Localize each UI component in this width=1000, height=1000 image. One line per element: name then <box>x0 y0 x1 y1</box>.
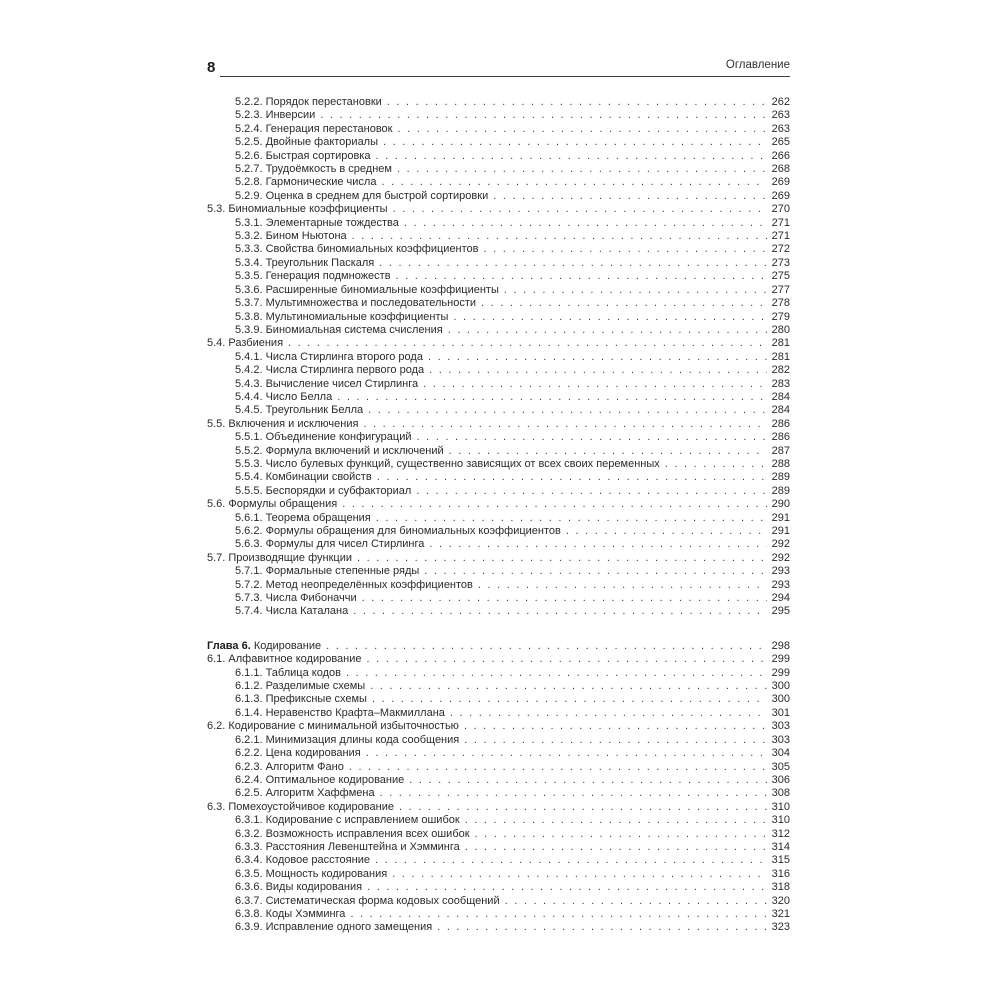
toc-entry-page: 280 <box>771 323 790 336</box>
toc-entry <box>207 801 790 814</box>
toc-entry-page: 292 <box>771 551 790 564</box>
toc-entry-label: 6.3. Помехоустойчивое кодирование <box>207 800 394 813</box>
toc-entry-label: 6.3.8. Коды Хэмминга <box>235 907 346 920</box>
dot-leader <box>326 640 767 653</box>
toc-entry <box>207 895 790 908</box>
toc-entry-page: 310 <box>771 814 790 827</box>
dot-leader <box>428 351 767 364</box>
dot-leader <box>367 881 767 894</box>
dot-leader <box>367 653 767 666</box>
toc-entry <box>207 828 790 841</box>
toc-entry-label: 5.5.1. Объединение конфигураций <box>235 431 412 444</box>
toc-entry <box>207 512 790 525</box>
toc-entry-label: 5.5.2. Формула включений и исключений <box>235 444 444 457</box>
toc-entry-label: 5.4. Разбиения <box>207 337 284 350</box>
toc-entry-page: 284 <box>771 390 790 403</box>
toc-entry-label: 5.4.1. Числа Стирлинга второго рода <box>235 350 423 363</box>
toc-entry-label: 6.2. Кодирование с минимальной избыточностью <box>207 720 459 733</box>
toc-entry-label: 5.3.5. Генерация подмножеств <box>235 270 391 283</box>
toc-entry <box>207 565 790 578</box>
toc-entry-page: 268 <box>771 163 790 176</box>
dot-leader <box>417 431 767 444</box>
dot-leader <box>429 538 767 551</box>
toc-entry <box>207 150 790 163</box>
toc-entry <box>207 123 790 136</box>
toc-entry <box>207 605 790 618</box>
dot-leader <box>478 579 767 592</box>
toc-entry <box>207 364 790 377</box>
toc-entry-label: 6.1.1. Таблица кодов <box>235 666 341 679</box>
toc-entry-page: 263 <box>771 109 790 122</box>
dot-leader <box>379 257 767 270</box>
dot-leader <box>353 605 767 618</box>
toc-entry <box>207 761 790 774</box>
toc-entry-label: 6.2.2. Цена кодирования <box>235 747 361 760</box>
toc-entry-label: 6.3.9. Исправление одного замещения <box>235 921 433 934</box>
toc-entry-label: 5.6.1. Теорема обращения <box>235 511 371 524</box>
dot-leader <box>464 720 767 733</box>
toc-entry-label: Глава 6. Кодирование <box>207 639 322 652</box>
toc-entry-label: 5.3.8. Мультиномиальные коэффициенты <box>235 310 449 323</box>
dot-leader <box>377 471 767 484</box>
toc-entry <box>207 217 790 230</box>
toc-entry-page: 293 <box>771 578 790 591</box>
toc-entry <box>207 351 790 364</box>
toc-entry-label: 5.2.7. Трудоёмкость в среднем <box>235 163 392 176</box>
toc-entry <box>207 734 790 747</box>
toc-entry-label: 5.5. Включения и исключения <box>207 417 359 430</box>
toc-entry-label: 6.2.3. Алгоритм Фано <box>235 760 344 773</box>
dot-leader <box>437 921 767 934</box>
toc-entry <box>207 693 790 706</box>
folio-page-number: 8 <box>207 59 216 76</box>
toc-entry-page: 283 <box>771 377 790 390</box>
toc-entry-label: 5.3.4. Треугольник Паскаля <box>235 256 375 269</box>
toc-entry-label: 5.5.3. Число булевых функций, существенно зависящих от всех своих переменных <box>235 457 660 470</box>
header-rule-divider <box>220 76 790 77</box>
toc-entry-page: 306 <box>771 773 790 786</box>
toc-entry <box>207 136 790 149</box>
toc-entry <box>207 552 790 565</box>
toc-entry-label: 5.2.2. Порядок перестановки <box>235 96 382 108</box>
toc-entry <box>207 391 790 404</box>
toc-chapter-prefix: Глава 6. <box>207 639 254 652</box>
dot-leader <box>363 418 767 431</box>
page-header <box>207 52 790 77</box>
toc-entry-page: 265 <box>771 136 790 149</box>
toc-entry-page: 269 <box>771 176 790 189</box>
toc-entry-label: 5.4.3. Вычисление чисел Стирлинга <box>235 377 419 390</box>
running-title: Оглавление <box>725 59 790 71</box>
toc-entry-label: 6.1.2. Разделимые схемы <box>235 680 366 693</box>
toc-entry-label: 6.3.5. Мощность кодирования <box>235 867 388 880</box>
toc-entry-page: 279 <box>771 310 790 323</box>
toc-entry <box>207 431 790 444</box>
toc-entry-page: 299 <box>771 653 790 666</box>
dot-leader <box>484 243 767 256</box>
toc-entry <box>207 311 790 324</box>
toc-entry <box>207 297 790 310</box>
dot-leader <box>465 841 767 854</box>
toc-entry-label: 5.2.9. Оценка в среднем для быстрой сортировки <box>235 189 489 202</box>
dot-leader <box>349 761 767 774</box>
toc-entry-label: 5.3.7. Мультимножества и последовательности <box>235 297 477 310</box>
dot-leader <box>429 364 767 377</box>
toc-entry <box>207 404 790 417</box>
dot-leader <box>380 787 767 800</box>
dot-leader <box>346 667 767 680</box>
toc-entry-page: 290 <box>771 498 790 511</box>
toc-entry-page: 304 <box>771 747 790 760</box>
dot-leader <box>450 707 767 720</box>
toc-entry-label: 5.7.1. Формальные степенные ряды <box>235 565 420 578</box>
toc-entry <box>207 814 790 827</box>
toc-entry-page: 318 <box>771 881 790 894</box>
dot-leader <box>398 123 768 136</box>
toc-entry-page: 278 <box>771 297 790 310</box>
dot-leader <box>375 854 767 867</box>
toc-entry-label: 5.2.6. Быстрая сортировка <box>235 149 371 162</box>
dot-leader <box>475 828 767 841</box>
dot-leader <box>404 217 767 230</box>
toc-entry-page: 301 <box>771 706 790 719</box>
dot-leader <box>504 284 767 297</box>
toc-entry-label: 6.1. Алфавитное кодирование <box>207 653 362 666</box>
toc-entry-page: 287 <box>771 444 790 457</box>
toc-entry-label: 5.6.2. Формулы обращения для биномиальных коэффициентов <box>235 525 561 537</box>
dot-leader <box>481 297 767 310</box>
dot-leader <box>357 552 767 565</box>
toc-entry <box>207 525 790 538</box>
toc-entry-label: 6.1.4. Неравенство Крафта–Макмиллана <box>235 706 445 719</box>
toc-entry-label: 5.7.4. Числа Каталана <box>235 605 349 618</box>
dot-leader <box>665 458 767 471</box>
toc-entry <box>207 667 790 680</box>
dot-leader <box>288 337 767 350</box>
dot-leader <box>566 525 767 538</box>
toc-entry-page: 316 <box>771 867 790 880</box>
toc-entry <box>207 579 790 592</box>
toc-entry <box>207 485 790 498</box>
toc-entry-label: 6.3.2. Возможность исправления всех ошибок <box>235 827 470 840</box>
toc-list <box>207 96 790 935</box>
toc-entry-page: 299 <box>771 666 790 679</box>
dot-leader <box>493 190 767 203</box>
toc-entry-page: 291 <box>771 525 790 537</box>
toc-entry-page: 286 <box>771 417 790 430</box>
toc-entry <box>207 458 790 471</box>
toc-entry <box>207 324 790 337</box>
toc-entry-page: 281 <box>771 337 790 350</box>
toc-entry-label: 5.7.2. Метод неопределённых коэффициентов <box>235 578 473 591</box>
toc-entry-label: 6.3.4. Кодовое расстояние <box>235 854 370 867</box>
toc-entry-page: 305 <box>771 760 790 773</box>
dot-leader <box>453 311 767 324</box>
toc-entry <box>207 841 790 854</box>
dot-leader <box>383 136 767 149</box>
dot-leader <box>372 693 767 706</box>
toc-entry-page: 298 <box>771 639 790 652</box>
dot-leader <box>393 203 767 216</box>
toc-entry <box>207 881 790 894</box>
dot-leader <box>350 908 767 921</box>
toc-entry-page: 288 <box>771 457 790 470</box>
toc-entry-page: 281 <box>771 350 790 363</box>
dot-leader <box>416 485 767 498</box>
toc-entry-page: 320 <box>771 894 790 907</box>
toc-entry-label: 5.3.2. Бином Ньютона <box>235 230 347 243</box>
toc-entry-label: 5.7.3. Числа Фибоначчи <box>235 592 357 605</box>
toc-entry-label: 6.1.3. Префиксные схемы <box>235 693 367 706</box>
dot-leader <box>399 801 767 814</box>
toc-entry-page: 275 <box>771 270 790 283</box>
toc-entry-label: 5.7. Производящие функции <box>207 551 352 564</box>
dot-leader <box>505 895 767 908</box>
toc-entry <box>207 680 790 693</box>
toc-entry-page: 270 <box>771 203 790 216</box>
toc-entry-page: 308 <box>771 787 790 800</box>
dot-leader <box>423 378 767 391</box>
dot-leader <box>397 163 767 176</box>
toc-entry <box>207 640 790 653</box>
toc-entry-page: 293 <box>771 565 790 578</box>
toc-entry <box>207 243 790 256</box>
dot-leader <box>370 680 767 693</box>
toc-entry-label: 5.4.2. Числа Стирлинга первого рода <box>235 364 425 377</box>
toc-entry-label: 5.3.9. Биномиальная система счисления <box>235 323 443 336</box>
dot-leader <box>449 445 767 458</box>
toc-entry-label: 5.5.4. Комбинации свойств <box>235 471 372 484</box>
toc-entry <box>207 908 790 921</box>
dot-leader <box>376 512 767 525</box>
toc-entry <box>207 471 790 484</box>
toc-entry <box>207 498 790 511</box>
toc-entry-label: 5.5.5. Беспорядки и субфакториал <box>235 484 412 497</box>
toc-entry-label: 6.3.3. Расстояния Левенштейна и Хэмминга <box>235 840 460 853</box>
toc-entry-page: 272 <box>771 243 790 256</box>
dot-leader <box>424 565 767 578</box>
dot-leader <box>396 270 767 283</box>
toc-entry-page: 303 <box>771 720 790 733</box>
dot-leader <box>381 176 767 189</box>
dot-leader <box>352 230 767 243</box>
toc-entry-label: 5.2.3. Инверсии <box>235 109 316 122</box>
toc-entry <box>207 190 790 203</box>
toc-entry <box>207 720 790 733</box>
toc-entry <box>207 868 790 881</box>
dot-leader <box>464 734 767 747</box>
toc-entry-page: 289 <box>771 471 790 484</box>
toc-entry-page: 314 <box>771 840 790 853</box>
dot-leader <box>392 868 767 881</box>
toc-entry <box>207 707 790 720</box>
toc-entry <box>207 653 790 666</box>
toc-entry-label: 5.2.5. Двойные факториалы <box>235 136 379 149</box>
toc-entry-label: 6.3.6. Виды кодирования <box>235 881 363 894</box>
toc-entry-page: 266 <box>771 149 790 162</box>
toc-entry-label: 6.2.4. Оптимальное кодирование <box>235 773 405 786</box>
toc-entry-page: 273 <box>771 256 790 269</box>
toc-entry <box>207 163 790 176</box>
toc-entry-page: 321 <box>771 907 790 920</box>
toc-entry <box>207 747 790 760</box>
toc-entry-page: 277 <box>771 283 790 296</box>
toc-entry-page: 312 <box>771 827 790 840</box>
toc-entry <box>207 592 790 605</box>
toc-entry-page: 262 <box>771 96 790 108</box>
toc-entry <box>207 774 790 787</box>
toc-entry-page: 289 <box>771 484 790 497</box>
toc-entry-page: 300 <box>771 680 790 693</box>
toc-entry-page: 315 <box>771 854 790 867</box>
toc-entry <box>207 378 790 391</box>
toc-entry-page: 300 <box>771 693 790 706</box>
toc-entry <box>207 203 790 216</box>
dot-leader <box>376 150 767 163</box>
toc-entry-page: 284 <box>771 404 790 417</box>
toc-entry-label: 5.6. Формулы обращения <box>207 498 338 511</box>
toc-entry-label: 6.3.7. Систематическая форма кодовых сообщений <box>235 894 500 907</box>
toc-entry-page: 269 <box>771 189 790 202</box>
toc-entry-label: 5.2.8. Гармонические числа <box>235 176 377 189</box>
dot-leader <box>366 747 767 760</box>
toc-entry-label: 5.3.6. Расширенные биномиальные коэффициенты <box>235 283 499 296</box>
toc-entry <box>207 921 790 934</box>
dot-leader <box>342 498 767 511</box>
toc-entry <box>207 270 790 283</box>
toc-entry-label: 6.2.5. Алгоритм Хаффмена <box>235 787 375 800</box>
toc-entry-page: 323 <box>771 921 790 934</box>
toc-entry-page: 303 <box>771 733 790 746</box>
toc-entry <box>207 854 790 867</box>
toc-entry <box>207 787 790 800</box>
toc-entry <box>207 445 790 458</box>
toc-entry-label: 5.4.5. Треугольник Белла <box>235 404 364 417</box>
dot-leader <box>387 96 767 109</box>
toc-entry <box>207 96 790 109</box>
toc-entry-label: 5.2.4. Генерация перестановок <box>235 122 393 135</box>
dot-leader <box>465 814 767 827</box>
toc-entry-page: 294 <box>771 592 790 605</box>
toc-entry-page: 271 <box>771 216 790 229</box>
toc-entry-page: 310 <box>771 800 790 813</box>
toc-entry <box>207 109 790 122</box>
toc-entry-label: 6.2.1. Минимизация длины кода сообщения <box>235 733 460 746</box>
toc-entry-page: 286 <box>771 431 790 444</box>
toc-entry-page: 292 <box>771 538 790 551</box>
dot-leader <box>337 391 767 404</box>
dot-leader <box>320 109 767 122</box>
toc-entry-page: 263 <box>771 122 790 135</box>
toc-entry <box>207 284 790 297</box>
toc-entry-label: 5.4.4. Число Белла <box>235 390 333 403</box>
toc-entry <box>207 337 790 350</box>
toc-entry-page: 271 <box>771 230 790 243</box>
toc-entry-label: 6.3.1. Кодирование с исправлением ошибок <box>235 814 460 827</box>
dot-leader <box>409 774 767 787</box>
toc-entry-label: 5.3.3. Свойства биномиальных коэффициентов <box>235 243 479 256</box>
toc-entry <box>207 418 790 431</box>
dot-leader <box>448 324 767 337</box>
dot-leader <box>362 592 767 605</box>
toc-entry-page: 291 <box>771 511 790 524</box>
toc-entry <box>207 538 790 551</box>
toc-entry-label: 5.3. Биномиальные коэффициенты <box>207 203 388 216</box>
toc-entry-page: 282 <box>771 364 790 377</box>
dot-leader <box>368 404 767 417</box>
toc-entry <box>207 230 790 243</box>
toc-entry-label: 5.3.1. Элементарные тождества <box>235 216 399 229</box>
toc-entry <box>207 176 790 189</box>
toc-entry <box>207 257 790 270</box>
toc-entry-page: 295 <box>771 605 790 618</box>
toc-entry-label: 5.6.3. Формулы для чисел Стирлинга <box>235 538 425 551</box>
